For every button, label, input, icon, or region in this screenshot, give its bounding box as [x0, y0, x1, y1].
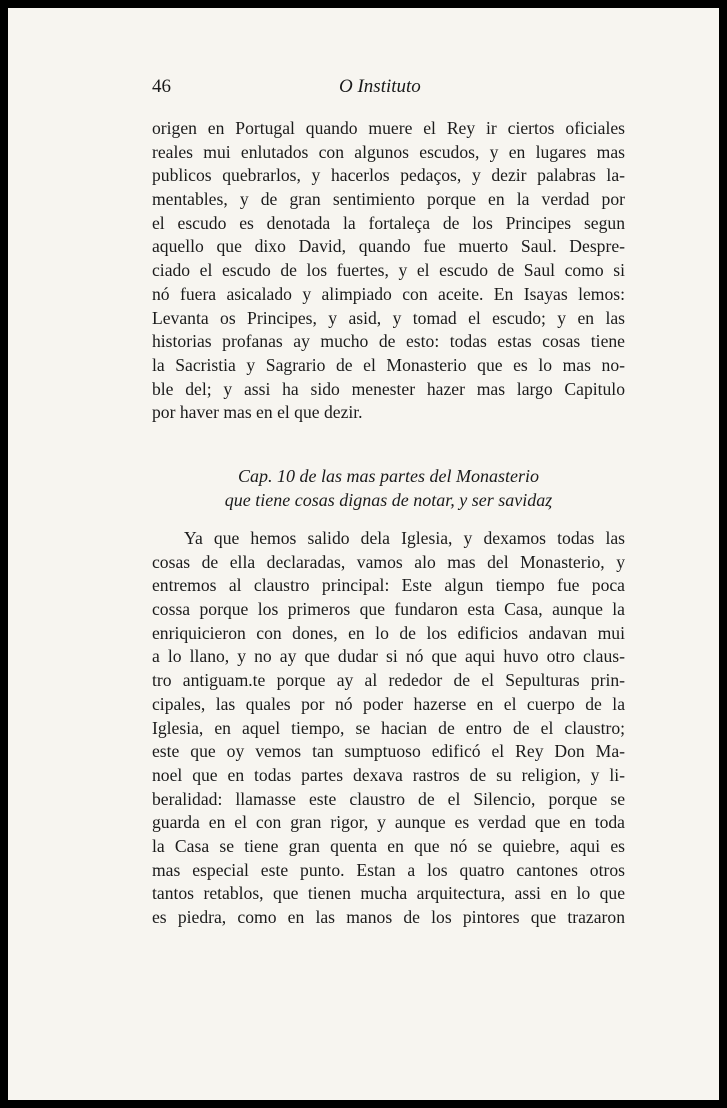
text-line: tantos retablos, que tienen mucha arquitectura, assi en lo que — [152, 883, 625, 904]
text-line: por haver mas en el que dezir. — [152, 402, 363, 423]
running-title: O Instituto — [339, 76, 421, 97]
text-line: origen en Portugal quando muere el Rey ir ciertos oficiales — [152, 118, 625, 138]
page-header — [8, 76, 719, 104]
text-line: mentables, y de gran sentimiento porque en la verdad por — [152, 189, 625, 210]
text-line: la Casa se tiene gran quenta en que nó se quiebre, aqui es — [152, 835, 625, 856]
text-line: es piedra, como en las manos de los pintores que trazaron — [152, 907, 625, 927]
text-line: cosas de ella declaradas, vamos alo mas del Monasterio, y — [152, 551, 625, 572]
text-line: el escudo es denotada la fortaleça de los Principes segun — [152, 212, 625, 233]
text-line: aquello que dixo David, quando fue muerto Saul. Despre- — [152, 236, 625, 257]
text-line: reales mui enlutados con algunos escudos, y en lugares mas — [152, 141, 625, 162]
paragraph-2 — [152, 527, 625, 930]
text-line: ciado el escudo de los fuertes, y el escudo de Saul como si — [152, 260, 625, 281]
text-line: mas especial este punto. Estan a los quatro cantones otros — [152, 859, 625, 880]
text-line: Ya que hemos salido dela Iglesia, y dexamos todas las — [184, 528, 625, 548]
text-line: entremos al claustro principal: Este algun tiempo fue poca — [152, 575, 625, 596]
text-line: este que oy vemos tan sumptuoso edificó el Rey Don Ma- — [152, 741, 625, 762]
chapter-heading-line-1: Cap. 10 de las mas partes del Monasterio — [238, 466, 539, 486]
page-number: 46 — [152, 76, 171, 97]
paragraph-1 — [152, 117, 625, 425]
chapter-heading — [152, 464, 625, 512]
book-page — [8, 8, 719, 1100]
text-line: enriquicieron con dones, en lo de los edificios andavan mui — [152, 622, 625, 643]
text-line: historias profanas ay mucho de esto: todas estas cosas tiene — [152, 331, 625, 352]
text-line: publicos quebrarlos, y hacerlos pedaços, y dezir palabras la- — [152, 165, 625, 186]
text-line: cossa porque los primeros que fundaron esta Casa, aunque la — [152, 599, 625, 620]
text-line: guarda en el con gran rigor, y aunque es verdad que en toda — [152, 812, 625, 833]
text-line: noel que en todas partes dexava rastros de su religion, y li- — [152, 764, 625, 785]
text-line: la Sacristia y Sagrario de el Monasterio que es lo mas no- — [152, 354, 625, 375]
chapter-heading-line-2: que tiene cosas dignas de notar, y ser savidaȥ — [224, 490, 553, 510]
text-line: beralidad: llamasse este claustro de el Silencio, porque se — [152, 788, 625, 809]
text-line: nó fuera asicalado y alimpiado con aceite. En Isayas lemos: — [152, 283, 625, 304]
text-line: tro antiguam.te porque ay al rededor de el Sepulturas prin- — [152, 670, 625, 691]
text-line: cipales, las quales por nó poder hazerse en el cuerpo de la — [152, 693, 625, 714]
text-line: Iglesia, en aquel tiempo, se hacian de entro de el claustro; — [152, 717, 625, 738]
text-line: ble del; y assi ha sido menester hazer mas largo Capitulo — [152, 378, 625, 399]
text-line: a lo llano, y no ay que dudar si nó que aqui huvo otro claus- — [152, 646, 625, 667]
text-line: Levanta os Principes, y asid, y tomad el escudo; y en las — [152, 307, 625, 328]
